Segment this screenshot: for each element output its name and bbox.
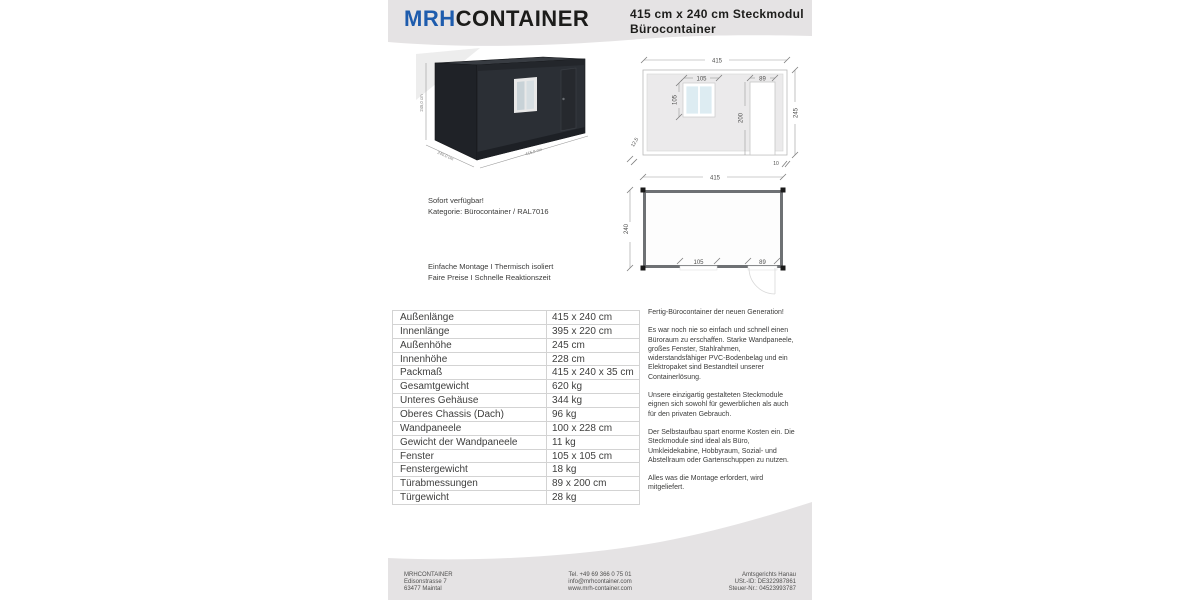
- feature-line-2: Faire Preise I Schnelle Reaktionszeit: [428, 272, 551, 282]
- spec-value: 96 kg: [552, 409, 577, 421]
- footer-company: MRHCONTAINER: [404, 572, 453, 578]
- floor-plan-drawing: [623, 166, 803, 300]
- title-line-1: 415 cm x 240 cm Steckmodul: [630, 7, 804, 21]
- render-window-pane-right: [527, 80, 535, 109]
- table-row: [393, 394, 639, 408]
- spec-value: 228 cm: [552, 353, 585, 365]
- elevation-drawing: [623, 44, 803, 170]
- spec-value: 415 x 240 cm: [552, 312, 613, 323]
- table-row: [393, 311, 639, 325]
- render-dim-length: 415,0 cm: [524, 146, 543, 157]
- spec-label: Unteres Gehäuse: [393, 394, 547, 407]
- table-row: [393, 422, 639, 436]
- spec-value: 395 x 220 cm: [552, 325, 613, 337]
- footer-phone: Tel. +49 69 366 0 75 01: [568, 572, 632, 578]
- table-row: [393, 463, 639, 477]
- table-row: [393, 353, 639, 367]
- spec-label: Außenlänge: [393, 311, 547, 324]
- description-paragraph: Es war noch nie so einfach und schnell einen Büroraum zu erschaffen. Starke Wandpaneele, großes Fenster, Stahlrahmen, widerstandsfähiger PVC-Bodenbelag und ein Elektropaket sind Bestandteil unserer Containerlösung.: [648, 327, 794, 381]
- render-dim-depth: 240,0 cm: [436, 149, 455, 162]
- table-row: [393, 339, 639, 353]
- spec-label: Gewicht der Wandpaneele: [393, 436, 547, 449]
- description-paragraph: Alles was die Montage erfordert, wird mitgeliefert.: [648, 475, 764, 492]
- spec-value: 415 x 240 x 35 cm: [552, 367, 634, 379]
- product-description: [648, 308, 798, 502]
- logo-mrh: MRH: [404, 6, 456, 31]
- spec-label: Außenhöhe: [393, 339, 547, 352]
- render-door-handle: [562, 98, 564, 100]
- elevation-dim-window-width: 105: [696, 76, 707, 83]
- spec-value: 344 kg: [552, 395, 583, 407]
- spec-value: 11 kg: [552, 436, 576, 448]
- table-row: [393, 436, 639, 450]
- footer-street: Edisonstrasse 7: [404, 579, 447, 586]
- spec-label: Innenhöhe: [393, 353, 547, 366]
- category-text: Kategorie: Bürocontainer / RAL7016: [428, 206, 549, 216]
- plan-dim-door-width: 89: [759, 260, 766, 266]
- footer-court: Amtsgerichts Hanau: [741, 572, 796, 578]
- spec-label: Wandpaneele: [393, 422, 547, 435]
- spec-value: 100 x 228 cm: [552, 422, 613, 434]
- table-row: [393, 380, 639, 394]
- logo: [404, 6, 589, 32]
- elevation-dim-height: 245: [793, 107, 800, 119]
- footer-city: 63477 Maintal: [404, 586, 442, 593]
- spec-label: Gesamtgewicht: [393, 380, 547, 393]
- table-row: [393, 450, 639, 464]
- spec-label: Packmaß: [393, 366, 547, 379]
- plan-dim-depth: 240: [624, 223, 630, 235]
- logo-container-text: CONTAINER: [455, 6, 590, 31]
- footer-website: www.mrh-container.com: [567, 586, 633, 593]
- description-paragraph: Unsere einzigartig gestalteten Steckmodule eignen sich sowohl für gewerblichen als auch für den privaten Gebrauch.: [648, 392, 789, 418]
- availability-text: Sofort verfügbar!: [428, 196, 484, 205]
- availability-block: [428, 196, 549, 217]
- spec-label: Innenlänge: [393, 325, 547, 338]
- footer-email: info@mrhcontainer.com: [568, 579, 632, 586]
- door-swing-arc: [749, 268, 775, 294]
- container-left-face: [435, 63, 477, 160]
- plan-dim-window-width: 105: [693, 260, 704, 266]
- spec-value: 620 kg: [552, 381, 583, 393]
- title-line-2: Bürocontainer: [630, 22, 716, 36]
- elevation-dim-base: 12,5: [630, 136, 641, 149]
- elevation-dim-window-height: 105: [672, 94, 679, 106]
- description-paragraph: Fertig-Bürocontainer der neuen Generation!: [648, 309, 784, 316]
- container-3d-render: [416, 48, 616, 190]
- spec-label: Türgewicht: [393, 491, 547, 504]
- spec-label: Türabmessungen: [393, 477, 547, 490]
- spec-value: 105 x 105 cm: [552, 450, 613, 462]
- table-row: [393, 408, 639, 422]
- footer-legal: [729, 572, 796, 594]
- footer-vat-id: USt.-ID: DE322987861: [734, 579, 796, 586]
- elevation-dim-door-width: 89: [759, 76, 766, 83]
- plan-dim-width: 415: [709, 175, 721, 182]
- elevation-dim-width: 415: [711, 58, 723, 65]
- render-dim-height: 245,0 cm: [419, 94, 424, 112]
- table-row: [393, 366, 639, 380]
- spec-label: Oberes Chassis (Dach): [393, 408, 547, 421]
- table-row: [393, 477, 639, 491]
- elevation-dim-offset: 10: [773, 161, 779, 167]
- spec-value: 89 x 200 cm: [552, 478, 607, 490]
- feature-line-1: Einfache Montage I Thermisch isoliert: [428, 262, 554, 271]
- spec-value: 245 cm: [552, 339, 585, 351]
- datasheet-document: [388, 0, 812, 600]
- spec-label: Fenstergewicht: [393, 463, 547, 476]
- render-window-pane-left: [517, 81, 525, 110]
- spec-label: Fenster: [393, 450, 547, 463]
- footer-tax-number: Steuer-Nr.: 04523993787: [728, 586, 796, 593]
- specs-table: [392, 310, 640, 505]
- features-block: [428, 262, 553, 283]
- elevation-dim-door-height: 200: [738, 112, 745, 124]
- page-title: [630, 7, 804, 37]
- spec-value: 28 kg: [552, 492, 577, 504]
- table-row: [393, 325, 639, 339]
- description-paragraph: Der Selbstaufbau spart enorme Kosten ein. Die Steckmodule sind ideal als Büro, Umkleidekabine, Hobbyraum, Sozial- und Abstellraum oder Gartenschuppen zu nutzen.: [648, 428, 795, 464]
- spec-value: 18 kg: [552, 464, 577, 476]
